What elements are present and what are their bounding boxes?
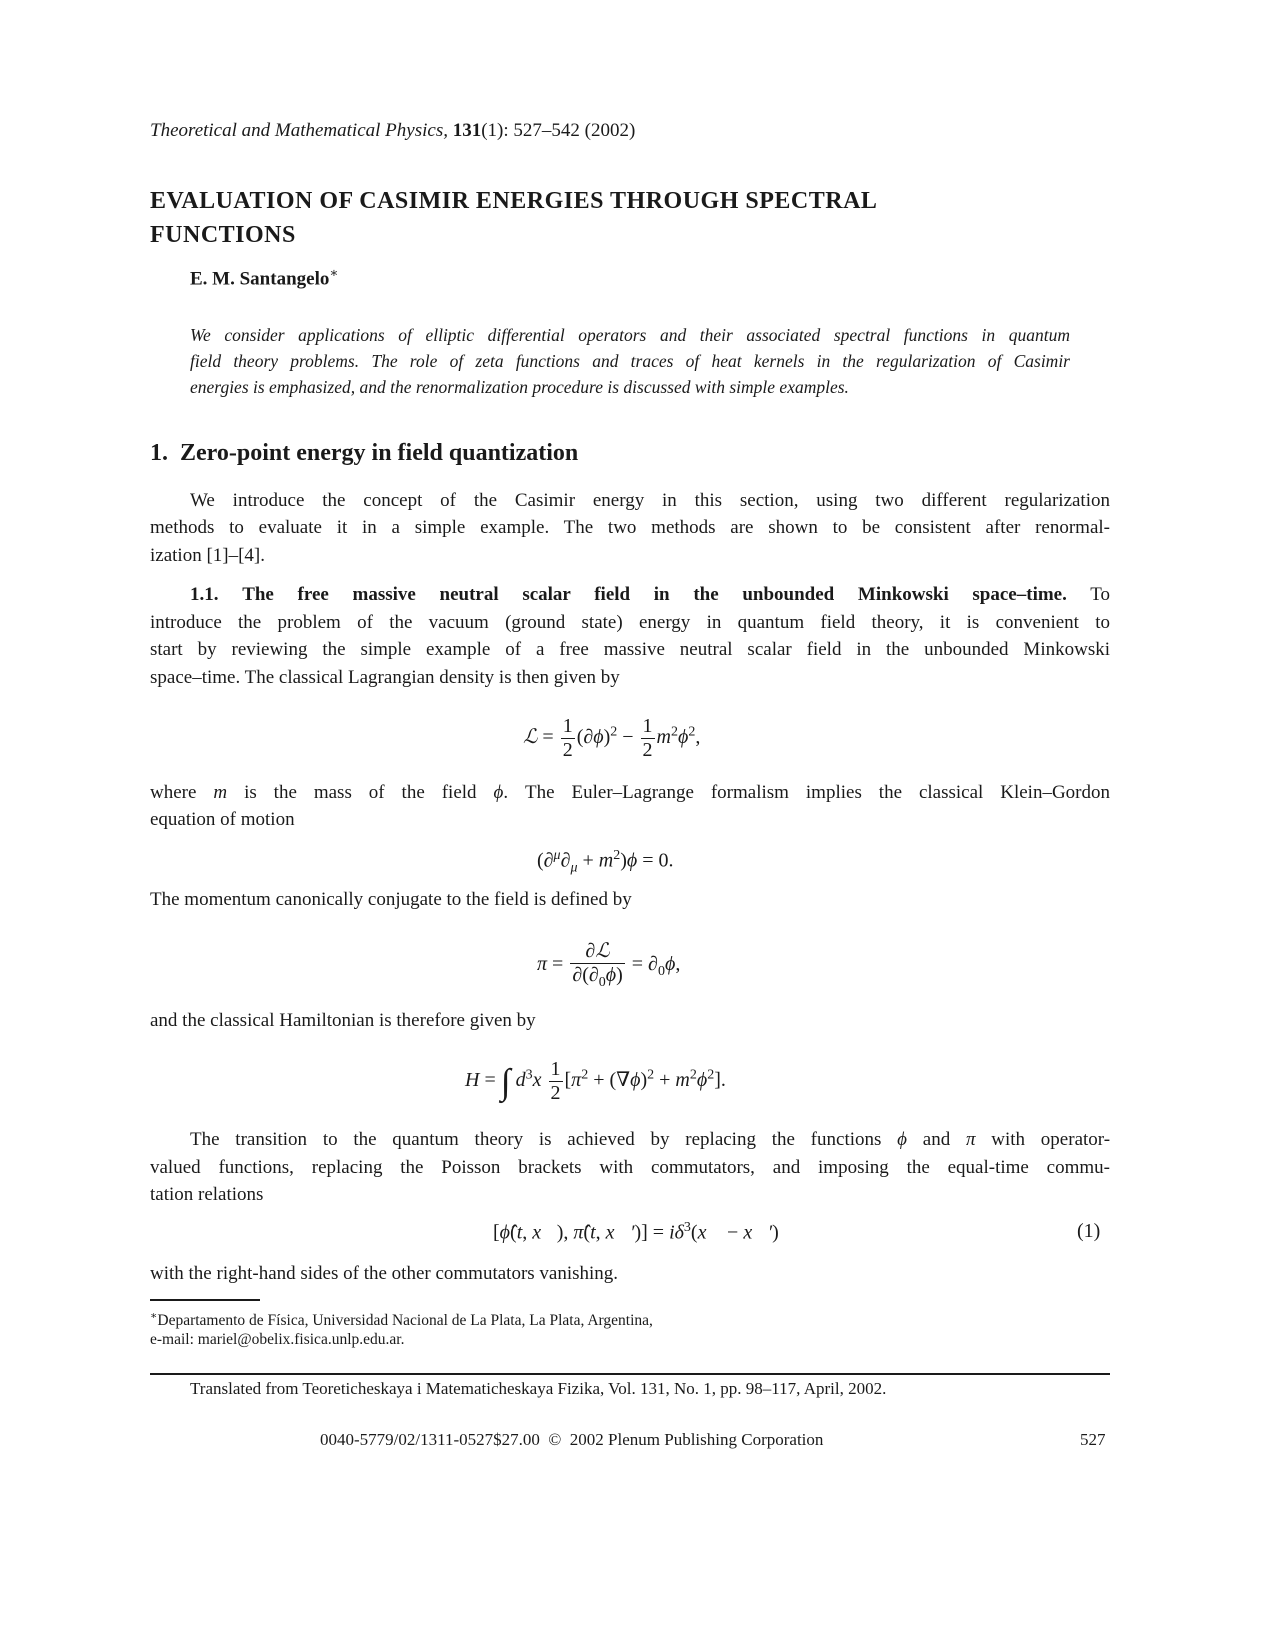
bottom-rule xyxy=(150,1373,1110,1375)
paper-title-line-2: FUNCTIONS xyxy=(150,222,296,248)
subsection-title: The free massive neutral scalar field in the unbounded Minkowski space–time. xyxy=(242,584,1067,605)
journal-volume: 131 xyxy=(452,120,482,141)
subsection-line: start by reviewing the simple example of a free massive neutral scalar field in the unbounded Minkowski xyxy=(150,639,1110,660)
text-line: The momentum canonically conjugate to the field is defined by xyxy=(150,889,632,910)
subsection-number: 1.1. xyxy=(190,584,219,605)
abstract xyxy=(190,322,1070,400)
footnote xyxy=(150,1309,653,1330)
text-line: and the classical Hamiltonian is therefore given by xyxy=(150,1010,536,1031)
subsection-first-word: To xyxy=(1090,584,1110,605)
intro-line: We introduce the concept of the Casimir energy in this section, using two different regularization xyxy=(190,490,1110,511)
author-label: E. M. Santangelo xyxy=(190,268,330,290)
abstract-line: field theory problems. The role of zeta functions and traces of heat kernels in the regularization of Casimir xyxy=(190,351,1070,371)
intro-line: ization [1]–[4]. xyxy=(150,545,266,566)
hamiltonian-equation: H = ∫ $d^3x$ $\frac{1}{2}$ $[\pi^2 + (\nabla\phi)^2 + m^2\phi^2]$. xyxy=(465,1058,726,1104)
author-name xyxy=(190,265,338,290)
author-footnote-mark: ∗ xyxy=(329,265,339,280)
section-number: 1. xyxy=(150,440,168,466)
text-line: tation relations xyxy=(150,1184,264,1205)
copyright-line: 0040-5779/02/1311-0527$27.00 © 2002 Plenum Publishing Corporation xyxy=(320,1430,824,1449)
intro-line: methods to evaluate it in a simple example. The two methods are shown to be consistent after renormal- xyxy=(150,517,1110,538)
equation-number: (1) xyxy=(1077,1220,1101,1242)
text-line: where m is the mass of the field ϕ. The Euler–Lagrange formalism implies the classical Klein–Gordon xyxy=(150,782,1111,803)
journal-citation xyxy=(150,120,635,142)
klein-gordon-equation: $(\partial^\mu\partial_\mu + m^2)\phi = 0$. xyxy=(537,848,674,876)
subsection-first-line xyxy=(190,584,1110,606)
journal-issue-pages: (1): 527–542 (2002) xyxy=(481,120,636,141)
footnote-rule xyxy=(150,1299,260,1301)
abstract-line: energies is emphasized, and the renormalization procedure is discussed with simple examples. xyxy=(190,377,849,397)
section-heading xyxy=(150,440,578,467)
subsection-line: space–time. The classical Lagrangian density is then given by xyxy=(150,667,620,688)
abstract-line: We consider applications of elliptic differential operators and their associated spectral functions in quantum xyxy=(190,325,1070,345)
section-title: Zero-point energy in field quantization xyxy=(180,440,579,466)
subsection-line: introduce the problem of the vacuum (ground state) energy in quantum field theory, it is convenient to xyxy=(150,612,1110,633)
text-line: The transition to the quantum theory is achieved by replacing the functions ϕ and π with operator- xyxy=(190,1129,1111,1150)
page-number: 527 xyxy=(1080,1430,1106,1449)
momentum-equation: π = $\frac{\text{∂ℒ}}{\partial(\partial_0\phi)}$ = $\partial_0\phi$, xyxy=(537,940,681,990)
text-line: valued functions, replacing the Poisson brackets with commutators, and imposing the equal-time commu- xyxy=(150,1157,1110,1178)
journal-name: Theoretical and Mathematical Physics, xyxy=(150,120,448,141)
footnote-mark: ∗ xyxy=(150,1310,158,1322)
commutator-equation: [ϕ̂(t, x⃗), π̂(t, x⃗′)] = $i\delta^3(x⃗$ − x⃗′) xyxy=(493,1220,779,1244)
lagrangian-equation: ℒ = $\frac{1}{2}$ $(\partial\phi)^2$ − $\frac{1}{2}$ $m^2\phi^2$, xyxy=(523,715,701,761)
footnote-line-1: Departamento de Física, Universidad Nacional de La Plata, La Plata, Argentina, xyxy=(157,1312,653,1330)
paper-title-line-1: EVALUATION OF CASIMIR ENERGIES THROUGH SPECTRAL xyxy=(150,188,878,214)
footnote-line-2: e-mail: mariel@obelix.fisica.unlp.edu.ar. xyxy=(150,1331,405,1348)
translation-note: Translated from Teoreticheskaya i Matematicheskaya Fizika, Vol. 131, No. 1, pp. 98–117, April, 2002. xyxy=(190,1379,887,1398)
text-line: equation of motion xyxy=(150,809,295,830)
text-line: with the right-hand sides of the other commutators vanishing. xyxy=(150,1263,619,1284)
